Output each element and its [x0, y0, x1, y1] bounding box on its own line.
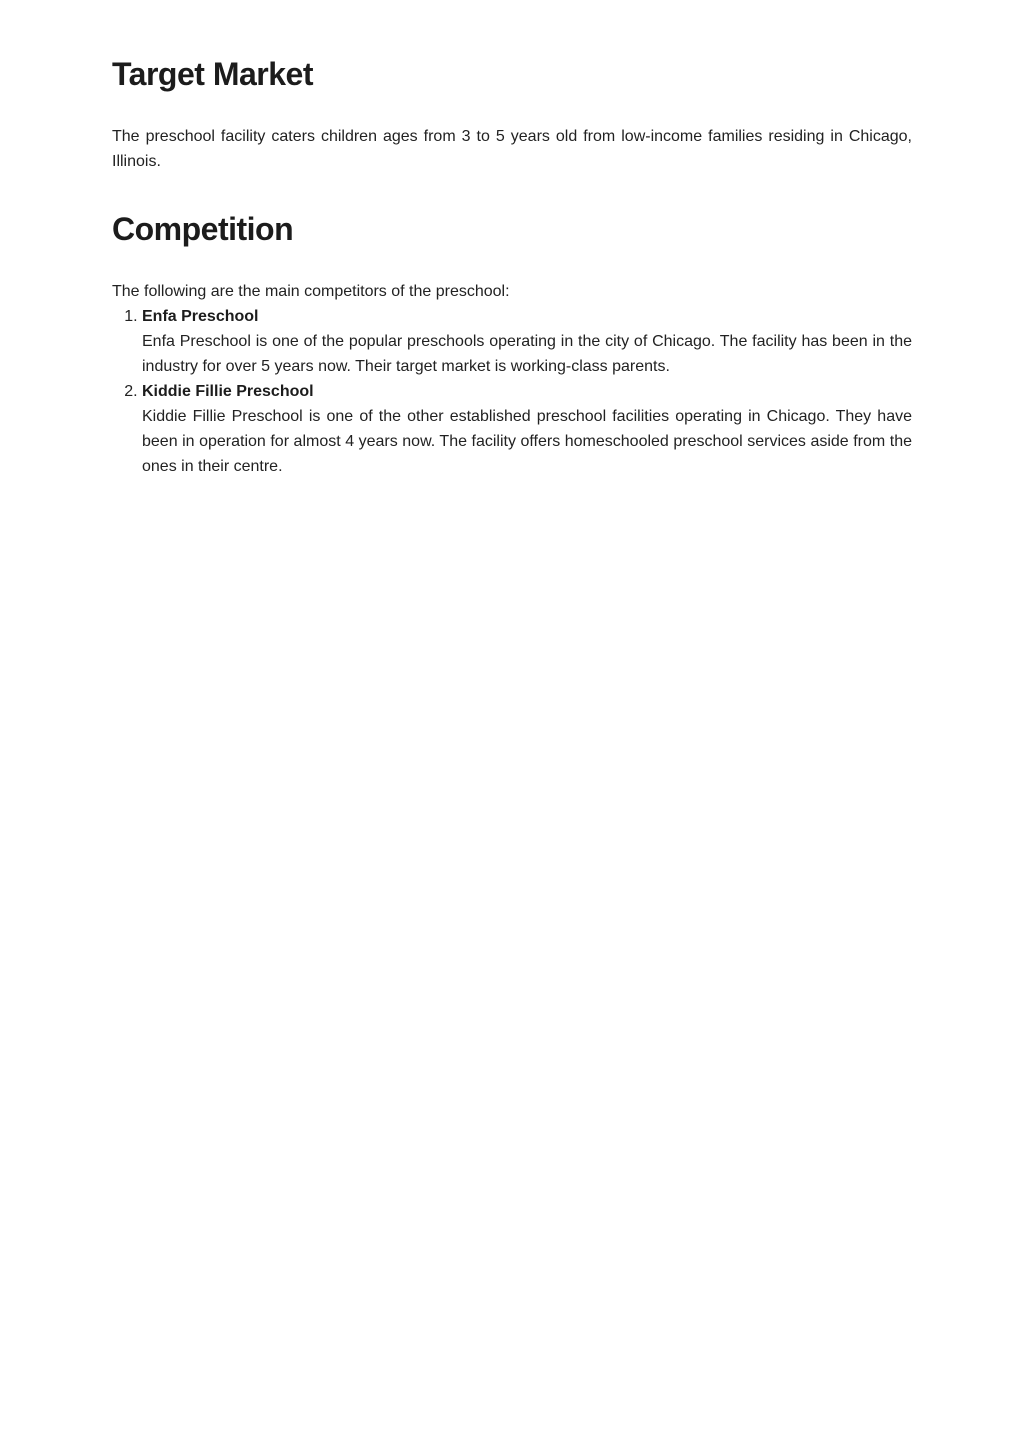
competitor-list-item [142, 379, 912, 479]
competitor-list-item [142, 304, 912, 379]
competitor-name: 1. Enfa Preschool [142, 308, 259, 325]
target-market-heading: Target Market [112, 56, 313, 92]
competitor-description: Enfa Preschool is one of the popular preschools operating in the city of Chicago. The facility has been in the industry for over 5 years now. Their target market is working-class parents. [142, 333, 912, 375]
target-market-paragraph: The preschool facility caters children ages from 3 to 5 years old from low-income families residing in Chicago, Illinois. [112, 128, 912, 170]
competitor-name: 2. Kiddie Fillie Preschool [142, 383, 314, 400]
competitor-description: Kiddie Fillie Preschool is one of the other established preschool facilities operating in Chicago. They have been in operation for almost 4 years now. The facility offers homeschooled preschool services aside from the ones in their centre. [142, 408, 912, 475]
competition-intro-paragraph: The following are the main competitors of the preschool: [112, 283, 510, 300]
competitor-list [112, 304, 912, 479]
competition-heading: Competition [112, 211, 294, 247]
